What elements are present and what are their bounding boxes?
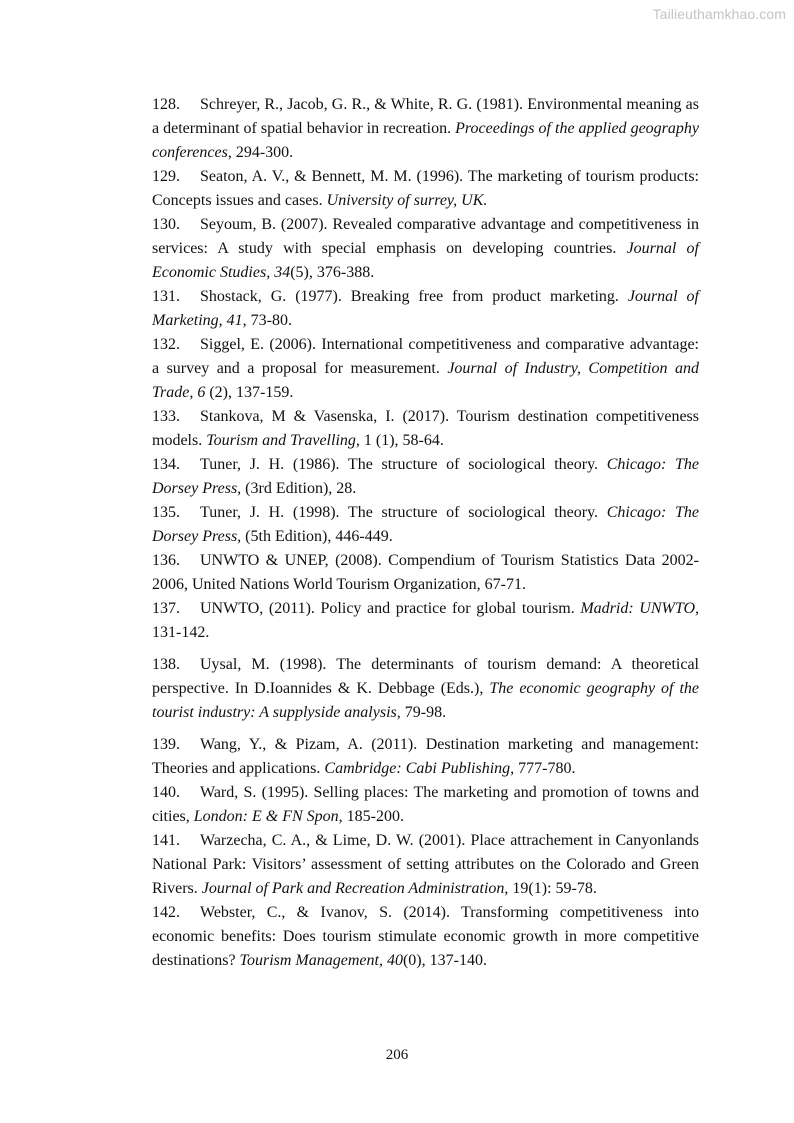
reference-text: (2), 137-159. [205,384,294,401]
reference-text: (3rd Edition), 28. [241,480,357,497]
reference-source-italic: Proceedings of the applied geography conferences [152,120,700,161]
reference-number: 129. [152,168,180,185]
reference-text: Stankova, M & Vasenska, I. (2017). Tourism destination competitiveness models. [152,408,699,449]
reference-text: Shostack, G. (1977). Breaking free from product marketing. [200,288,628,305]
reference-text: 131-142. [152,624,210,641]
reference-number: 130. [152,216,180,233]
reference-text: UNWTO, (2011). Policy and practice for global tourism. [200,600,581,617]
reference-source-italic: Tourism Management, 40 [239,952,403,969]
reference-source-italic: Journal of Marketing, 41 [152,288,699,329]
reference-source-italic: Madrid: UNWTO, [580,600,699,617]
reference-entry [152,93,699,165]
reference-text: Seaton, A. V., & Bennett, M. M. (1996). The marketing of tourism products: Concepts issues and cases. [152,168,699,209]
reference-entry [152,285,699,333]
reference-text: Tuner, J. H. (1998). The structure of sociological theory. [200,504,607,521]
reference-number: 128. [152,96,180,113]
watermark-text: Tailieuthamkhao.com [652,6,786,22]
reference-number: 140. [152,784,180,801]
reference-number: 137. [152,600,180,617]
reference-text: 79-98. [400,704,447,721]
reference-text: , 73-80. [242,312,292,329]
reference-number: 139. [152,736,180,753]
reference-number: 141. [152,832,180,849]
reference-text: Schreyer, R., Jacob, G. R., & White, R. G. (1981). Environmental meaning as a determinant of spatial behavior in recreation. [152,96,699,137]
reference-text: 185-200. [342,808,404,825]
reference-number: 134. [152,456,180,473]
reference-text: Uysal, M. (1998). The determinants of tourism demand: A theoretical perspective. In D.Ioannides & K. Debbage (Eds.), [152,656,699,697]
reference-text: Seyoum, B. (2007). Revealed comparative advantage and competitiveness in services: A study with special emphasis on developing countries. [152,216,699,257]
reference-source-italic: London: E & FN Spon, [193,808,343,825]
reference-text: (0), 137-140. [402,952,487,969]
reference-number: 135. [152,504,180,521]
reference-entry [152,405,699,453]
reference-text: 777-780. [514,760,576,777]
reference-entry [152,781,699,829]
reference-entry [152,597,699,645]
reference-entry [152,733,699,781]
reference-source-italic: Journal of Economic Studies, 34 [152,240,699,281]
reference-entry [152,333,699,405]
reference-number: 136. [152,552,180,569]
reference-number: 133. [152,408,180,425]
reference-entry [152,501,699,549]
reference-text: Warzecha, C. A., & Lime, D. W. (2001). Place attrachement in Canyonlands National Park: Visitors’ assessment of setting attributes on the Colorado and Green Rivers. [152,832,699,897]
reference-source-italic: Journal of Industry, Competition and Trade, 6 [152,360,699,401]
reference-text: UNWTO & UNEP, (2008). Compendium of Tourism Statistics Data 2002-2006, United Nations World Tourism Organization, 67-71. [152,552,699,593]
reference-source-italic: University of surrey, UK. [326,192,488,209]
reference-text: Ward, S. (1995). Selling places: The marketing and promotion of towns and cities, [152,784,699,825]
reference-text: , 294-300. [227,144,294,161]
reference-entry [152,829,699,901]
reference-entry [152,453,699,501]
reference-number: 142. [152,904,180,921]
reference-source-italic: Cambridge: Cabi Publishing, [324,760,515,777]
reference-text: (5th Edition), 446-449. [241,528,393,545]
reference-text: , 19(1): 59-78. [504,880,597,897]
reference-entry [152,213,699,285]
reference-number: 138. [152,656,180,673]
reference-entry [152,653,699,725]
page-number: 206 [385,1047,409,1063]
reference-text: 1 (1), 58-64. [359,432,444,449]
reference-source-italic: Journal of Park and Recreation Administration [201,880,505,897]
reference-entry [152,549,699,597]
reference-source-italic: Tourism and Travelling, [206,432,360,449]
reference-entry [152,901,699,973]
reference-source-italic: Chicago: The Dorsey Press, [152,456,699,497]
reference-text: Tuner, J. H. (1986). The structure of sociological theory. [200,456,607,473]
reference-text: Siggel, E. (2006). International competitiveness and comparative advantage: a survey and a proposal for measurement. [152,336,699,377]
reference-source-italic: The economic geography of the tourist industry: A supplyside analysis, [152,680,700,721]
reference-text: (5), 376-388. [290,264,375,281]
reference-number: 131. [152,288,180,305]
reference-source-italic: Chicago: The Dorsey Press, [152,504,699,545]
reference-number: 132. [152,336,180,353]
reference-entry [152,165,699,213]
reference-text: Webster, C., & Ivanov, S. (2014). Transforming competitiveness into economic benefits: Does tourism stimulate economic growth in more competitive destinations? [152,904,699,969]
reference-list [152,93,699,973]
reference-text: Wang, Y., & Pizam, A. (2011). Destination marketing and management: Theories and applications. [152,736,699,777]
